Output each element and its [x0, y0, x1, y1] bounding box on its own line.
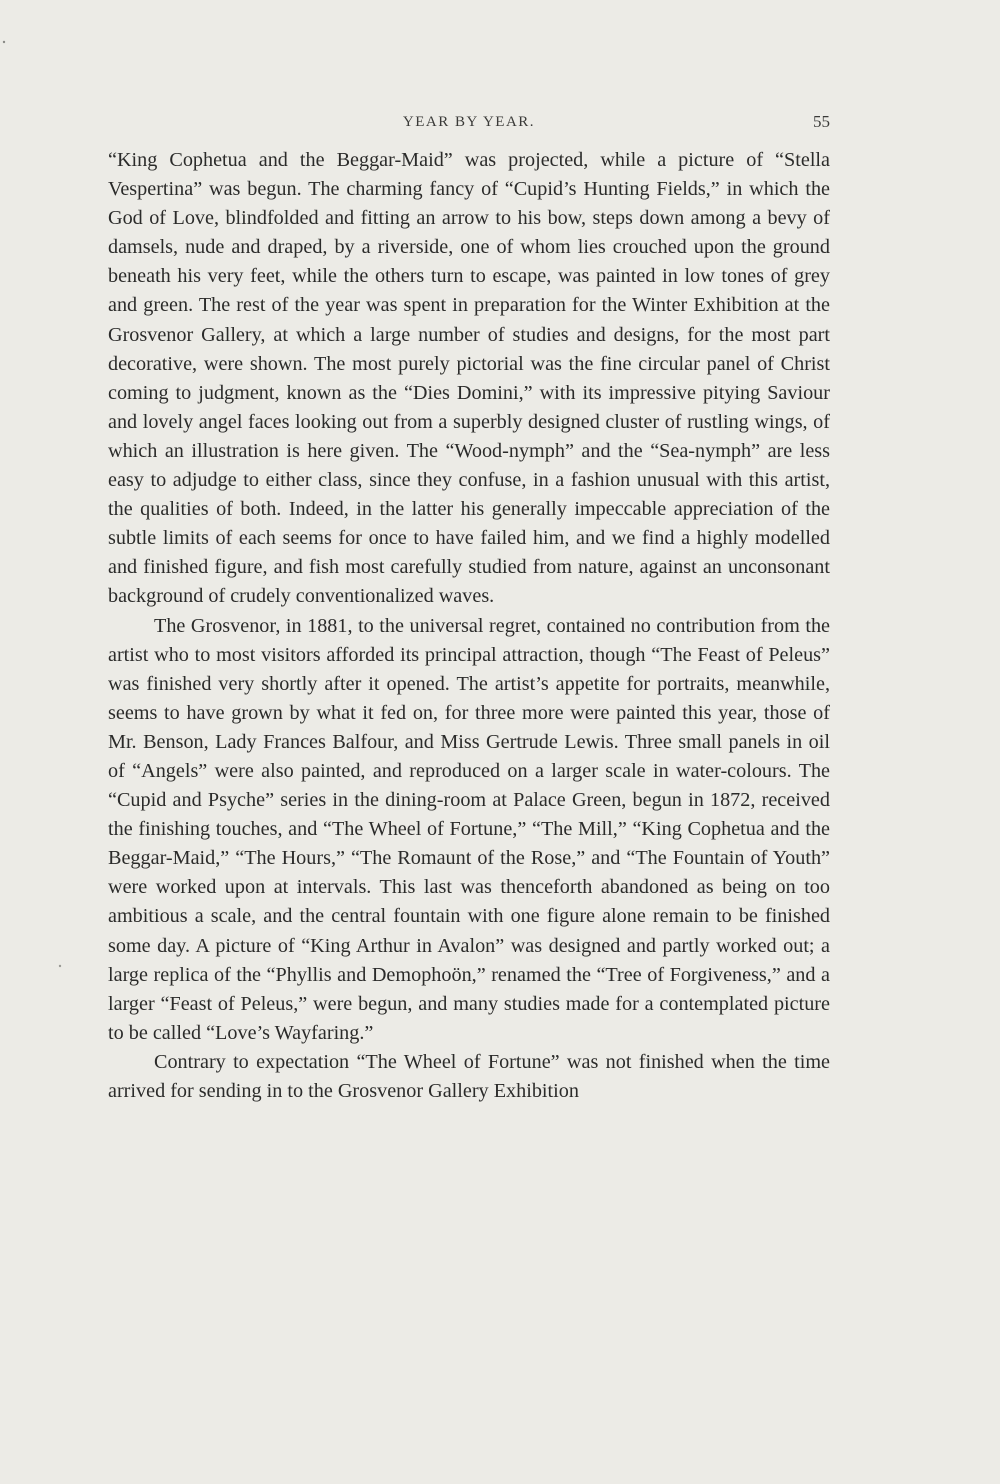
running-head [108, 112, 830, 140]
speck [59, 965, 61, 967]
speck [3, 41, 5, 43]
running-title: YEAR BY YEAR. [402, 114, 536, 130]
body-text [108, 146, 830, 1106]
paragraph-grosvenor-1881: The Grosvenor, in 1881, to the universal regret, contained no contribution from the artist who to most visitors afforded its principal attraction, though “The Feast of Peleus” was finished very shortly after it opened. The artist’s appetite for portraits, meanwhile, seems to have grown by what it fed on, for three more were painted this year, those of Mr. Benson, Lady Frances Balfour, and Miss Gertrude Lewis. Three small panels in oil of “Angels” were also painted, and reproduced on a larger scale in water-colours. The “Cupid and Psyche” series in the dining-room at Palace Green, begun in 1872, received the finishing touches, and “The Wheel of Fortune,” “The Mill,” “King Cophetua and the Beggar-Maid,” “The Hours,” “The Romaunt of the Rose,” and “The Fountain of Youth” were worked upon at intervals. This last was thenceforth abandoned as being on too ambitious a scale, and the central fountain with one figure alone remain to be finished some day. A picture of “King Arthur in Avalon” was designed and partly worked out; a large replica of the “Phyllis and Demophoön,” renamed the “Tree of Forgiveness,” and a larger “Feast of Peleus,” were begun, and many studies made for a contemplated picture to be called “Love’s Wayfaring.” [108, 614, 830, 1044]
paragraph-wheel-of-fortune: Contrary to expectation “The Wheel of Fortune” was not finished when the time arrived for sending in to the Grosvenor Gallery Exhibition [108, 1050, 830, 1102]
page-number: 55 [813, 112, 830, 131]
paragraph-continued: “King Cophetua and the Beggar-Maid” was projected, while a picture of “Stella Vespertina” was begun. The charming fancy of “Cupid’s Hunting Fields,” in which the God of Love, blindfolded and fitting an arrow to his bow, steps down among a bevy of damsels, nude and draped, by a riverside, one of whom lies crouched upon the ground beneath his very feet, while the others turn to escape, was painted in low tones of grey and green. The rest of the year was spent in preparation for the Winter Exhibition at the Grosvenor Gallery, at which a large number of studies and designs, for the most part decorative, were shown. The most purely pictorial was the fine circular panel of Christ coming to judgment, known as the “Dies Domini,” with its impressive pitying Saviour and lovely angel faces looking out from a superbly designed cluster of rustling wings, of which an illustration is here given. The “Wood-nymph” and the “Sea-nymph” are less easy to adjudge to either class, since they confuse, in a fashion unusual with this artist, the qualities of both. Indeed, in the latter his generally impeccable appreciation of the subtle limits of each seems for once to have failed him, and we find a highly modelled and finished figure, and fish most carefully studied from nature, against an unconsonant background of crudely conventionalized waves. [108, 149, 830, 608]
